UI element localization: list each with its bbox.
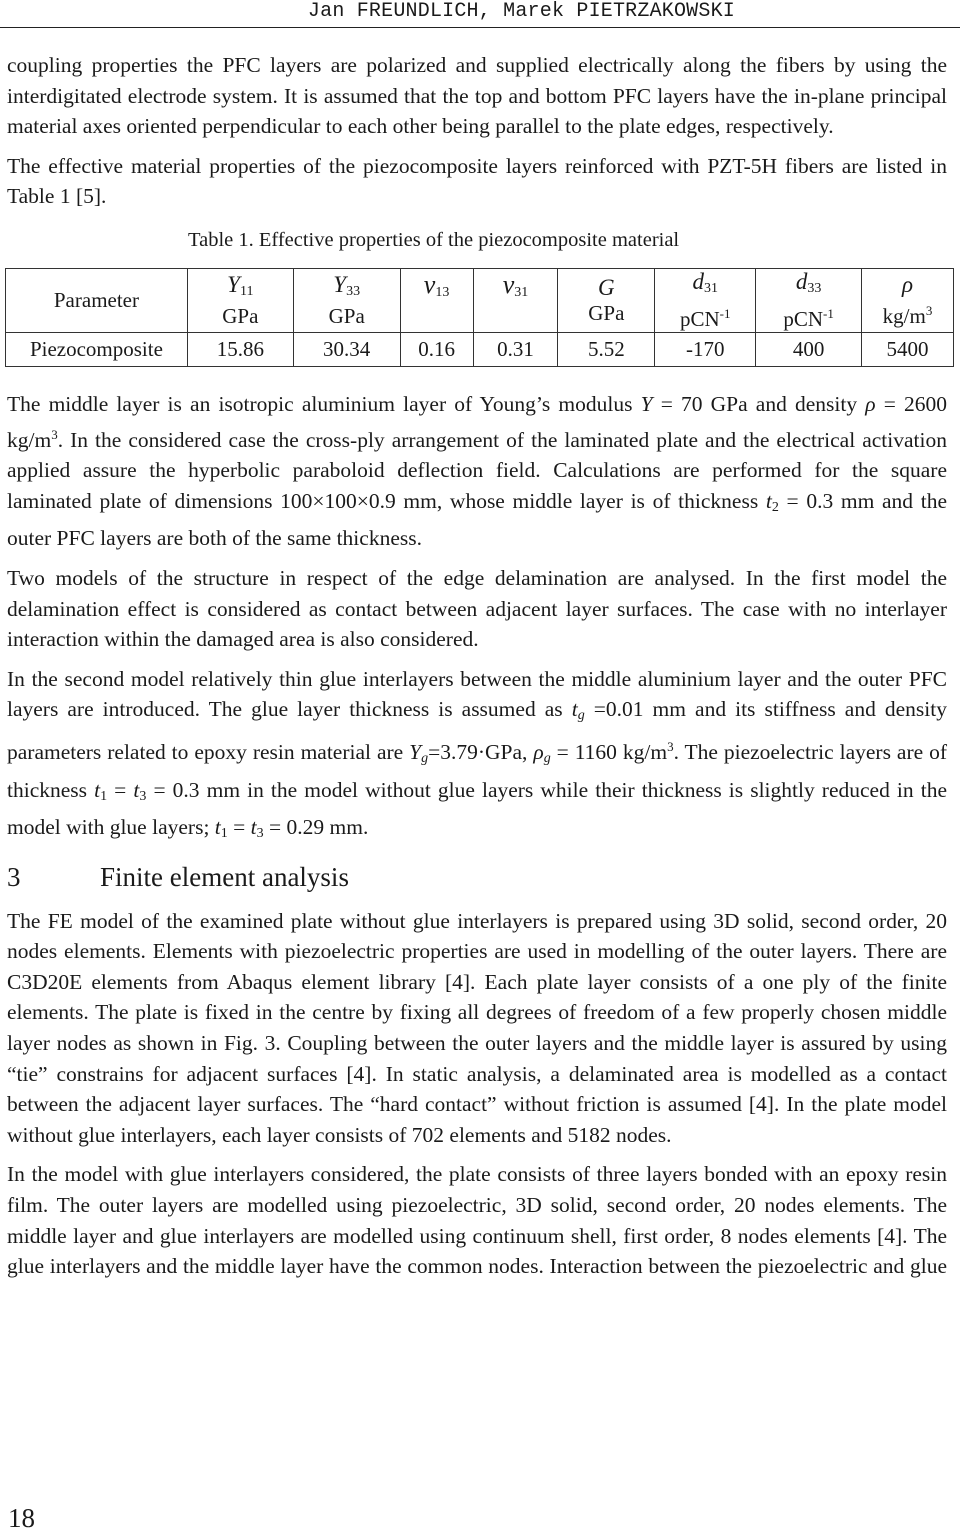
paragraph-two-models: Two models of the structure in respect of the edge delamination are analysed. In the first model the delamination effect is considered as contact between adjacent layer surfaces. The case with no interlayer interaction within the damaged area is also considered. — [7, 565, 947, 652]
col-nu13: $\nu_{13}$ — [400, 268, 473, 332]
row-label-cell: Piezocomposite — [6, 332, 188, 366]
value-cell: 5.52 — [558, 332, 655, 366]
paragraph-second-model: In the second model relatively thin glue interlayers between the middle aluminium layer and the outer PFC layers are introduced. The glue layer thickness is assumed as $t_g =0.01$ mm and its stiffness and density parameters related to epoxy resin material are $Y_g=3.79\cdot GPa$, $\rho_g = 1160$ $kg/m^3$. The piezoelectric layers are of thickness $t_1 = t_3 = 0.3$ mm in the model without glue layers while their thickness is slightly reduced in the model with glue layers; $t_1 = t_3 = 0.29$ mm. — [7, 666, 947, 842]
table-row — [6, 332, 954, 366]
col-d31: $d_{31}$ pCN$^{-1}$ — [655, 268, 756, 332]
value-cell: 15.86 — [187, 332, 293, 366]
paragraph-coupling: coupling properties the PFC layers are polarized and supplied electrically along the fibers by using the interdigitated electrode system. It is assumed that the top and bottom PFC layers have the in-plane principal material axes oriented perpendicular to each other being parallel to the plate edges, respectively. — [7, 53, 947, 139]
paragraph-middle-layer: The middle layer is an isotropic aluminium layer of Young’s modulus Y = 70 GPa and density ρ = 2600 $kg/m^3$. In the considered case the cross-ply arrangement of the laminated plate and the electrical activation applied assure the hyperbolic paraboloid deflection field. Calculations are performed for the square laminated plate of dimensions 100×100×0.9 mm, whose middle layer is of thickness $t_2 = 0.3$ mm and the outer PFC layers are both of the same thickness. — [7, 391, 947, 551]
section-title: Finite element analysis — [100, 861, 349, 892]
paragraph-glue-model: In the model with glue interlayers considered, the plate consists of three layers bonded with an epoxy resin film. The outer layers are modelled using piezoelectric, 3D solid, second order, 20 nodes elements. The middle layer and glue interlayers are modelled using continuum shell, first order, 8 nodes elements [4]. The glue interlayers and the middle layer have the common nodes. Interaction between the piezoelectric and glue — [7, 1162, 947, 1279]
table-caption: Table 1. Effective properties of the piezocomposite material — [188, 228, 680, 251]
col-nu31: $\nu_{31}$ — [473, 268, 558, 332]
value-cell: 5400 — [862, 332, 954, 366]
section-number: 3 — [7, 861, 21, 892]
paragraph-effective-properties: The effective material properties of the piezocomposite layers reinforced with PZT-5H fibers are listed in Table 1 [5]. — [7, 153, 947, 209]
col-y33: $Y_{33}$ GPa — [293, 268, 400, 332]
properties-table — [5, 268, 954, 367]
param-label-cell: Parameter — [6, 268, 188, 332]
value-cell: 400 — [756, 332, 862, 366]
page-body — [7, 50, 947, 1282]
col-y11: $Y_{11}$ GPa — [187, 268, 293, 332]
paragraph-fe-model: The FE model of the examined plate without glue interlayers is prepared using 3D solid, second order, 20 nodes elements. Elements with piezoelectric properties are used in modelling of the outer layers. There are C3D20E elements from Abaqus element library [4]. Each plate layer consists of a one ply of the finite elements. The plate is fixed in the centre by fixing all degrees of freedom of a few properly chosen middle layer nodes as shown in Fig. 3. Coupling between the outer layers and the middle layer is assured by using “tie” constrains for adjacent surfaces [4]. In static analysis, a delaminated area is modelled as a contact between the adjacent layer surfaces. The “hard contact” without friction is assumed [4]. In the plate model without glue interlayers, each layer consists of 702 elements and 5182 nodes. — [7, 908, 947, 1147]
value-cell: 0.16 — [400, 332, 473, 366]
col-rho: ρ $kg/m^3$ — [862, 268, 954, 332]
value-cell: -170 — [655, 332, 756, 366]
col-g: G GPa — [558, 268, 655, 332]
running-header — [0, 0, 960, 28]
col-d33: $d_{33}$ pCN$^{-1}$ — [756, 268, 862, 332]
value-cell: 0.31 — [473, 332, 558, 366]
page-number: 18 — [8, 1503, 35, 1533]
table-header-row — [6, 268, 954, 332]
value-cell: 30.34 — [293, 332, 400, 366]
section-heading — [7, 860, 947, 894]
header-authors: Jan FREUNDLICH, Marek PIETRZAKOWSKI — [307, 0, 735, 23]
